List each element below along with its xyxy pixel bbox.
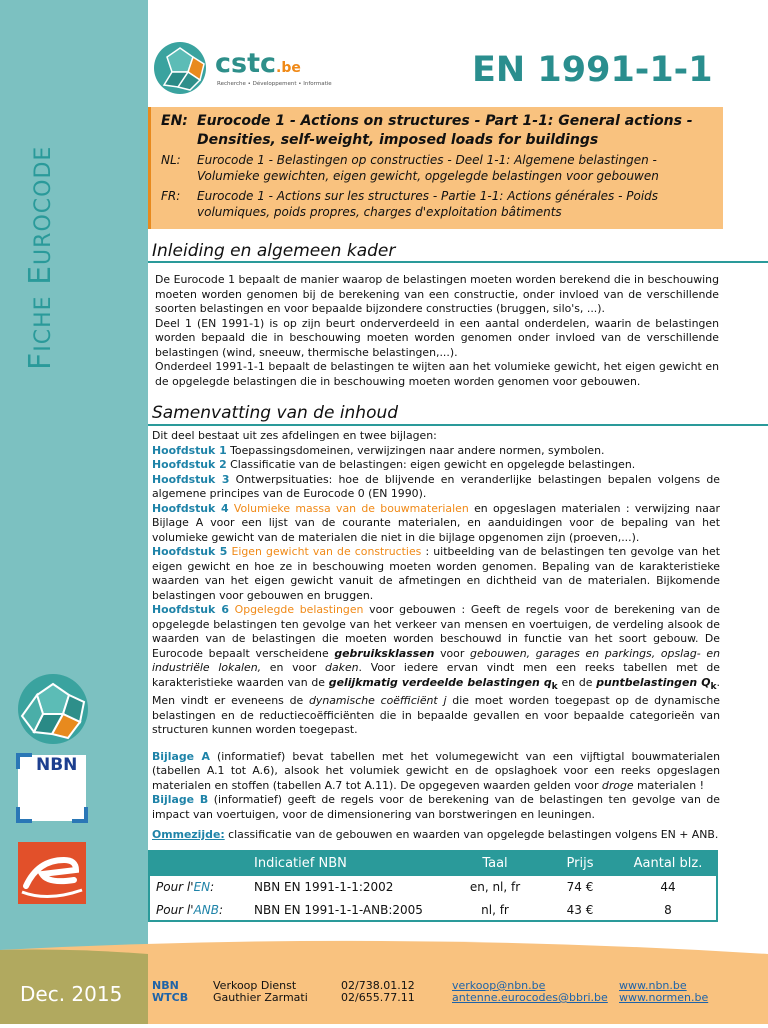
chapter-item [152, 545, 720, 603]
page-count: 44 [660, 880, 676, 894]
overleaf-note [152, 828, 718, 841]
row-label-suffix: : [219, 903, 224, 917]
cstc-dodecahedron-logo [16, 672, 90, 746]
website-link[interactable]: www.nbn.be [619, 979, 687, 992]
chapter-label: Hoofdstuk 2 [152, 458, 227, 471]
chapter-label: Hoofdstuk 6 [152, 603, 229, 616]
price: 43 € [566, 903, 594, 917]
annex-text: (informatief) bevat tabellen met het volumegewicht van een vijftigtal bouwmaterialen (tabellen A.1 tot A.6), alsook het volumiek gewicht en de opslaghoek voor een reeks opgeslagen materialen en stoffen (tabellen A.7 tot A.11). De opgegeven waarden gelden voor [152, 749, 720, 792]
standard-reference: NBN EN 1991-1-1:2002 [254, 880, 394, 894]
section-heading: Samenvatting van de inhoud [152, 403, 399, 423]
chapter-item [152, 473, 720, 502]
term: daken [325, 661, 359, 674]
chapter-item [152, 603, 720, 738]
chapter-text: en de [557, 675, 597, 689]
languages: nl, fr [481, 903, 509, 917]
issue-date: Dec. 2015 [20, 982, 123, 1006]
subscript: k [710, 681, 717, 692]
footer-name: Gauthier Zarmati [213, 991, 308, 1004]
nbn-logo [18, 755, 86, 821]
subscript: k [551, 681, 558, 692]
annex-text: materialen ! [633, 778, 704, 792]
overleaf-label: Ommezijde: [152, 828, 225, 841]
sidebar-title [14, 90, 60, 370]
table-header [150, 852, 716, 876]
column-header: Aantal blz. [633, 856, 703, 871]
column-header: Taal [482, 856, 508, 871]
page-count: 8 [664, 903, 672, 917]
footer-org: WTCB [152, 991, 189, 1004]
chapter-item [152, 444, 720, 459]
paragraph: Deel 1 (EN 1991-1) is op zijn beurt onderverdeeld in een aantal onderdelen, waarin de belastingen worden bepaald die in beschouwing moeten worden genomen onder invloed van de verschillende belastingen (wind, sneeuw, thermische belastingen,...). [155, 316, 719, 359]
title-text: Eurocode 1 - Belastingen op constructies - Deel 1-1: Algemene belastingen - Volumieke gewichten, eigen gewicht, opgelegde belastingen voor gebouwen [197, 153, 659, 183]
term: gebruiksklassen [334, 646, 435, 660]
term: dynamische coëfficiënt j [308, 694, 447, 708]
chapter-text: . Voor iedere ervan vindt men een reeks tabellen met de karakteristieke waarden van de [152, 661, 720, 689]
lang-label: FR: [161, 189, 181, 203]
chapter-label: Hoofdstuk 4 [152, 501, 229, 515]
footer-phone: 02/655.77.11 [341, 991, 415, 1004]
footer-phones [341, 980, 415, 1004]
annex-item [152, 793, 720, 822]
nbn-corner-mark [16, 753, 32, 769]
term: droge [601, 778, 634, 792]
chapter-text: voor [434, 646, 471, 660]
intro-text [155, 273, 719, 389]
sidebar [0, 0, 148, 1024]
email-link[interactable]: antenne.eurocodes@bbri.be [452, 991, 608, 1004]
chapter-label: Hoofdstuk 5 [152, 545, 228, 558]
overleaf-text: classificatie van de gebouwen en waarden van opgelegde belastingen volgens EN + ANB. [224, 828, 719, 841]
chapter-label: Hoofdstuk 3 [152, 472, 230, 486]
chapter-highlight: Eigen gewicht van de constructies [227, 545, 422, 558]
section-divider [148, 424, 768, 426]
paragraph: Onderdeel 1991-1-1 bepaalt de belastingen te wijten aan het volumieke gewicht, het eigen gewicht en de opgelegde belastingen die in beschouwing moeten worden genomen voor gebouwen. [155, 360, 719, 388]
table-row [150, 899, 716, 921]
lang-label: NL: [161, 153, 181, 167]
chapter-text: : uitbeelding van de belastingen ten gevolge van het eigen gewicht en hoe ze in beschouwing moeten worden genomen. Bepaling van de karakteristieke waarden van het eigen gewicht vanuit de afmetingen en dichtheid van de materialen. Bijkomende belastingen voor gebouwen en bruggen. [152, 545, 720, 602]
table-row [150, 876, 716, 898]
spacer [152, 738, 720, 750]
annex-text: (informatief) geeft de regels voor de berekening van de belastingen ten gevolge van de impact van voertuigen, voor de dimensionering van borstweringen en leuningen. [152, 793, 721, 821]
row-label-code: ANB [193, 903, 219, 917]
column-header: Indicatief NBN [254, 856, 347, 871]
chapter-item [152, 502, 720, 546]
footer-phone: 02/738.01.12 [341, 979, 415, 992]
footer-websites [619, 980, 708, 1004]
cstc-logo-icon [150, 40, 210, 96]
footer-names [213, 980, 308, 1004]
chapter-text: die moet worden toegepast op de dynamische belastingen en de reductiecoëfficiënten die in bepaalde gevallen en voor bepaalde categorieën van structuren kunnen worden toegepast. [152, 694, 721, 737]
column-header: Prijs [566, 856, 594, 871]
footer-emails [452, 980, 608, 1004]
wtcb-logo [18, 842, 86, 904]
row-label [156, 880, 214, 894]
nbn-corner-mark [16, 807, 32, 823]
purchase-table [148, 850, 718, 922]
summary-text [152, 429, 720, 822]
term: gelijkmatig verdeelde belastingen q [328, 675, 552, 689]
title-box [148, 107, 723, 229]
lang-label: EN: [161, 113, 188, 129]
chapter-text: Ontwerpsituaties: hoe de blijvende en veranderlijke belastingen bepalen volgens de algemene principes van de Eurocode 0 (EN 1990). [152, 472, 720, 500]
email-link[interactable]: verkoop@nbn.be [452, 979, 546, 992]
paragraph: De Eurocode 1 bepaalt de manier waarop de belastingen moeten worden berekend die in beschouwing moeten worden genomen bij de berekening van een constructie, onder invloed van de verschillende soorten belastingen en voor bepaalde bijzondere constructies (bruggen, silo's, ...). [155, 273, 719, 315]
section-divider [148, 261, 768, 263]
cstc-tld: .be [276, 60, 301, 76]
chapter-text: en opgeslagen materialen : verwijzing naar Bijlage A voor een lijst van de courante materialen, en aanduidingen voor de bepaling van het volumieke gewicht van de materialen die niet in die bijlage opgenomen zijn (proeven,...). [152, 501, 721, 544]
svg-text:FICHE EUROCODE: FICHE EUROCODE [23, 145, 58, 370]
chapter-text: voor gebouwen : Geeft de regels voor de berekening van de opgelegde belastingen ten gevolge van het verkeer van mensen en voertuigen, de verdeling alsook de waarden van de belastingen die moeten worden beschouwd in functie van het soort gebouw. De Eurocode bepaalt verscheidene [152, 603, 720, 660]
title-text: Eurocode 1 - Actions on structures - Part 1-1: General actions - Densities, self-weight, imposed loads for buildings [197, 113, 693, 148]
cstc-tagline: Recherche • Développement • Informatie [217, 81, 332, 87]
annex-label: Bijlage A [152, 749, 210, 763]
footer-orgs [152, 980, 188, 1004]
chapter-label: Hoofdstuk 1 [152, 443, 227, 457]
term: gebouwen, garages en parkings, opslag- en industriële lokalen, [152, 646, 720, 674]
website-link[interactable]: www.normen.be [619, 991, 709, 1004]
price: 74 € [566, 880, 594, 894]
standard-reference: NBN EN 1991-1-1-ANB:2005 [254, 903, 423, 917]
summary-lead: Dit deel bestaat uit zes afdelingen en twee bijlagen: [152, 429, 437, 442]
chapter-text: . Men vindt er eveneens de [152, 675, 720, 708]
footer-org: NBN [152, 979, 179, 992]
row-label-prefix: Pour l' [156, 880, 194, 894]
title-text: Eurocode 1 - Actions sur les structures - Partie 1-1: Actions générales - Poids volumiques, poids propres, charges d'exploitation bâtiments [197, 189, 659, 219]
row-label-prefix: Pour l' [156, 903, 194, 917]
chapter-text: Classificatie van de belastingen: eigen gewicht en opgelegde belastingen. [226, 458, 636, 471]
cstc-wordmark [215, 48, 301, 79]
cstc-name: cstc [215, 48, 276, 79]
chapter-text: Toepassingsdomeinen, verwijzingen naar andere normen, symbolen. [226, 443, 605, 457]
chapter-highlight: Volumieke massa van de bouwmaterialen [228, 501, 469, 515]
annex-item [152, 750, 720, 794]
term: puntbelastingen Q [596, 675, 711, 689]
row-label [156, 903, 223, 917]
footer-name: Verkoop Dienst [213, 979, 297, 992]
annex-label: Bijlage B [152, 793, 209, 807]
section-heading: Inleiding en algemeen kader [152, 241, 396, 261]
row-label-code: EN [193, 880, 211, 894]
row-label-suffix: : [210, 880, 215, 894]
document-code: EN 1991-1-1 [472, 50, 713, 90]
languages: en, nl, fr [469, 880, 521, 894]
cstc-logo [150, 40, 332, 100]
chapter-text: en voor [261, 661, 326, 674]
chapter-item [152, 458, 720, 473]
nbn-logo-text: NBN [36, 755, 78, 775]
nbn-corner-mark [72, 807, 88, 823]
chapter-highlight: Opgelegde belastingen [228, 603, 364, 616]
